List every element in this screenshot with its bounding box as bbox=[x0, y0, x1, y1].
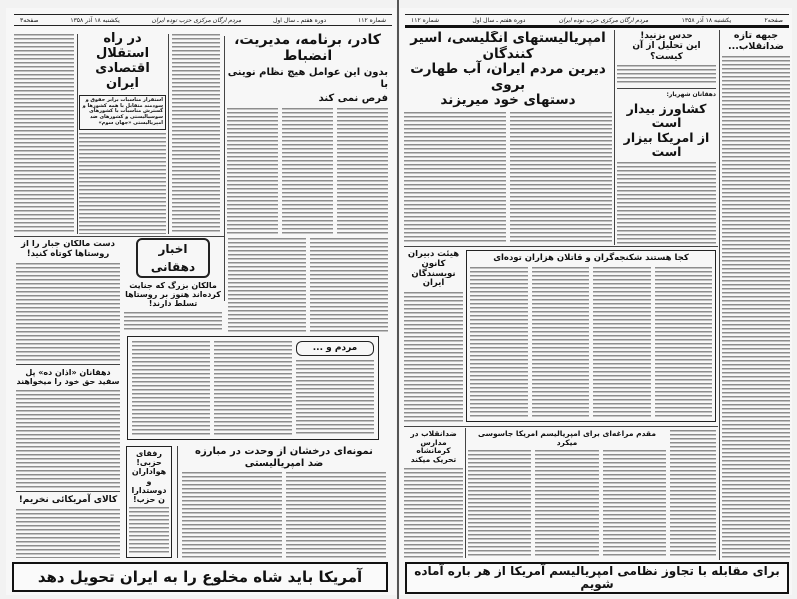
article-row bbox=[470, 267, 712, 418]
article-column bbox=[14, 34, 74, 234]
article-text bbox=[14, 34, 74, 234]
unity-article bbox=[182, 446, 386, 558]
article-text bbox=[16, 390, 120, 489]
article-text bbox=[404, 112, 506, 244]
people-section-box bbox=[127, 336, 379, 440]
article-text bbox=[722, 56, 790, 558]
column-rule bbox=[77, 34, 78, 234]
date: یکشنبه ۱۸ آذر ۱۳۵۸ bbox=[681, 17, 732, 24]
article-text bbox=[337, 108, 388, 234]
section-rule bbox=[14, 236, 224, 237]
article-text bbox=[296, 360, 374, 435]
section-rule bbox=[404, 426, 718, 427]
edition: دوره هفتم ـ سال اول bbox=[472, 17, 526, 24]
front-headline-line: ضدانقلاب... bbox=[728, 40, 784, 52]
article-text bbox=[286, 472, 386, 558]
front-column bbox=[722, 31, 790, 558]
article-text bbox=[16, 263, 120, 362]
article-text bbox=[532, 267, 590, 418]
right-banner: برای مقابله با تجاوز نظامی امپریالیسم آمریکا از هر باره آماده شویم bbox=[405, 562, 789, 594]
article-text bbox=[535, 450, 598, 558]
writers-column bbox=[404, 250, 463, 422]
people-logo-column bbox=[296, 341, 374, 435]
econ-headline bbox=[79, 32, 166, 92]
page-number: صفحه۲ bbox=[764, 17, 783, 24]
article-text bbox=[404, 292, 463, 422]
econ-headline-line: در راه استقلال bbox=[95, 32, 150, 61]
article-text bbox=[310, 238, 388, 332]
article-text bbox=[603, 450, 666, 558]
lead-headline: کادر، برنامه، مدیریت، انضباط bbox=[234, 32, 381, 65]
lead-subhead: بدون این عوامل هیچ نظام نوینی با bbox=[227, 67, 388, 90]
date: یکشنبه ۱۸ آذر ۱۳۵۸ bbox=[70, 17, 120, 24]
lead-article bbox=[227, 32, 388, 234]
section-rule bbox=[404, 246, 718, 247]
article-text bbox=[132, 341, 210, 435]
peasants-headline: دهقانان «اذان ده» پل سفید حق خود را میخواهند bbox=[16, 368, 120, 387]
econ-box-text: استقرار مناسبات برابر حقوق و سودمند متقابل با همه کشورها و گسترش مناسبات با کشورهای سوسیالیستی و کشورهای ضد امپریالیستی «جهان سوم» bbox=[82, 96, 163, 126]
article-text bbox=[593, 267, 651, 418]
page-number: صفحه۳ bbox=[20, 17, 39, 24]
article-text bbox=[16, 509, 120, 558]
lead-subhead-2: فرص نمی کند bbox=[318, 93, 388, 105]
article-text bbox=[227, 108, 278, 234]
farmers-kicker: دهقانان شهریار: bbox=[666, 91, 716, 99]
unity-headline-line: ضد امپریالیستی bbox=[244, 457, 324, 469]
article-text bbox=[124, 312, 222, 332]
article-text bbox=[214, 341, 292, 435]
lead-headline-line: دیرین مردم ایران، آب طهارت بروی bbox=[410, 61, 606, 93]
econ-article bbox=[79, 32, 166, 234]
page-fold bbox=[397, 0, 399, 599]
column-rule bbox=[224, 36, 225, 301]
article-text bbox=[404, 468, 463, 559]
lead-headline bbox=[404, 31, 612, 109]
spy-headline: مقدم مراغه‌ای برای امپریالیسم امریکا جاسوسی میکرد bbox=[478, 430, 656, 447]
people-logo-text: مردم و ... bbox=[312, 343, 358, 353]
article-text bbox=[182, 472, 282, 558]
farmers-headline bbox=[617, 102, 716, 160]
econ-box bbox=[79, 95, 166, 130]
article-text bbox=[617, 65, 716, 85]
article-text bbox=[79, 133, 166, 235]
section-rule bbox=[16, 364, 120, 365]
column-rule bbox=[614, 30, 615, 245]
writers-headline: هیئت دبیران کانون نویسندگان ایران bbox=[407, 250, 460, 289]
issue-number: شماره ۱۱۲ bbox=[358, 17, 386, 24]
lead-headline-line: امپریالیستهای انگلیسی، اسیر کنندگان bbox=[410, 31, 606, 62]
left-stories bbox=[16, 240, 120, 558]
boycott-headline: کالای آمریکائی نخریم! bbox=[18, 495, 118, 506]
column-rule bbox=[465, 428, 466, 558]
article-row bbox=[182, 472, 386, 558]
article-column bbox=[172, 34, 220, 234]
header-rule bbox=[405, 25, 789, 28]
section-rule bbox=[617, 88, 716, 89]
article-text bbox=[468, 450, 531, 558]
masthead: مردم ارگان مرکزی حزب توده ایران bbox=[151, 17, 242, 24]
guess-headline-line: این تحلیل از آن کیست؟ bbox=[632, 41, 701, 62]
issue-number: شماره ۱۱۲ bbox=[411, 17, 439, 24]
article-text bbox=[470, 267, 528, 418]
farmers-headline-line: از امریکا بیزار است bbox=[623, 129, 710, 160]
article-row bbox=[404, 112, 612, 244]
article-text bbox=[172, 34, 220, 234]
peasant-news-logo bbox=[136, 238, 210, 278]
column-rule bbox=[168, 34, 169, 234]
column-rule bbox=[177, 446, 178, 558]
column-rule bbox=[719, 30, 720, 560]
article-row bbox=[228, 238, 388, 332]
peasant-news-logo-text: اخبار دهقانی bbox=[150, 242, 196, 274]
front-headline bbox=[722, 31, 790, 53]
torturers-headline: کجا هستند شکنجه‌گران و قاتلان هزاران توده‌ای bbox=[493, 253, 689, 263]
article-text bbox=[228, 238, 306, 332]
article-text bbox=[617, 162, 716, 244]
edition: دوره هفتم ـ سال اول bbox=[273, 17, 327, 24]
villages-headline: دست مالکان جبار را از روستاها کوتاه کنید! bbox=[21, 240, 115, 259]
front-headline-line: جبهه تازه bbox=[733, 31, 779, 41]
article-row bbox=[468, 450, 666, 558]
article-text bbox=[129, 507, 169, 555]
unity-headline-line: نمونه‌ای درخشان از وحدت در مبارزه bbox=[195, 446, 373, 457]
lead-headline-line: دستهای خود میریزند bbox=[440, 92, 576, 109]
landlords-headline: مالکان بزرگ که جنایت کرده‌اند هنوز بر روستاها تسلط دارند! bbox=[125, 281, 221, 309]
lead-article bbox=[404, 31, 612, 244]
article-text bbox=[282, 108, 333, 234]
article-text bbox=[670, 430, 716, 558]
peasant-news bbox=[124, 238, 222, 332]
article-column bbox=[670, 430, 716, 558]
schools-headline: ضدانقلاب در مدارس کرمانشاه تحریک میکند bbox=[410, 430, 457, 464]
econ-headline-line: اقتصادی ایران bbox=[95, 60, 150, 91]
torturers-box bbox=[466, 250, 716, 422]
people-logo bbox=[296, 341, 374, 356]
article-text bbox=[655, 267, 713, 418]
party-box-title: رفقای حزبی! هواداران و دوستداران حزب! bbox=[131, 449, 167, 504]
left-banner: آمریکا باید شاه مخلوع را به ایران تحویل دهد bbox=[12, 562, 388, 592]
lead-article-columns bbox=[227, 108, 388, 234]
guess-headline-line: حدس بزنید! bbox=[640, 31, 693, 41]
left-page-header bbox=[14, 14, 392, 26]
guess-headline bbox=[617, 31, 716, 62]
masthead: مردم ارگان مرکزی حزب توده ایران bbox=[558, 17, 649, 24]
spy-article bbox=[468, 430, 666, 558]
article-text bbox=[510, 112, 612, 244]
guess-farmers-column bbox=[617, 31, 716, 244]
farmers-headline-line: کشاورز بیدار است bbox=[626, 100, 707, 131]
unity-headline bbox=[182, 446, 386, 469]
party-box bbox=[126, 446, 172, 558]
section-rule bbox=[16, 491, 120, 492]
schools-column bbox=[404, 430, 463, 558]
article-columns bbox=[228, 238, 388, 332]
